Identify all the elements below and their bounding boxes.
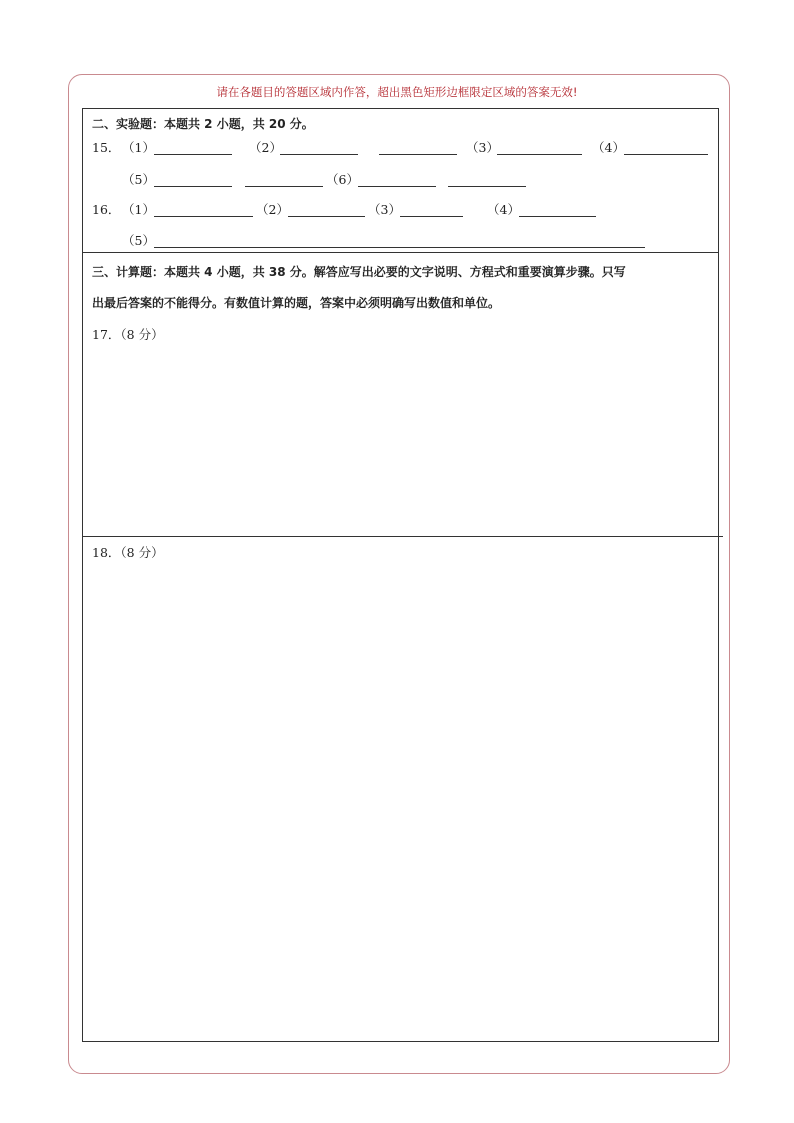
q16-label-5: （5） xyxy=(122,233,155,248)
q16-blank-1[interactable] xyxy=(154,216,253,217)
q18-label: 18．（8 分） xyxy=(92,545,164,560)
answer-area-notice: 请在各题目的答题区域内作答，超出黑色矩形边框限定区域的答案无效! xyxy=(216,85,578,99)
q15-label-1: （1） xyxy=(122,140,155,155)
q15-blank-4[interactable] xyxy=(624,154,708,155)
q17-label: 17．（8 分） xyxy=(92,327,164,342)
q15-label-4: （4） xyxy=(592,140,625,155)
q16-label-1: （1） xyxy=(122,202,155,217)
answer-frame xyxy=(82,108,719,1042)
q15-blank-6b[interactable] xyxy=(448,186,526,187)
section-divider xyxy=(82,252,719,253)
q16-label-3: （3） xyxy=(368,202,401,217)
q15-blank-1[interactable] xyxy=(154,154,232,155)
q15-label-3: （3） xyxy=(466,140,499,155)
q15-blank-6a[interactable] xyxy=(358,186,436,187)
section3-heading-line2: 出最后答案的不能得分。有数值计算的题，答案中必须明确写出数值和单位。 xyxy=(92,296,501,310)
q15-number: 15． xyxy=(92,140,121,155)
q16-blank-2[interactable] xyxy=(288,216,365,217)
q16-label-4: （4） xyxy=(487,202,520,217)
q17-area-divider xyxy=(82,536,723,537)
section3-heading-line1: 三、计算题：本题共 4 小题，共 38 分。解答应写出必要的文字说明、方程式和重要演算步骤。只写 xyxy=(92,265,626,279)
q15-blank-5a[interactable] xyxy=(154,186,232,187)
q15-blank-5b[interactable] xyxy=(245,186,323,187)
q15-label-6: （6） xyxy=(326,172,359,187)
q16-blank-3[interactable] xyxy=(400,216,463,217)
q15-blank-3[interactable] xyxy=(497,154,582,155)
q16-blank-5[interactable] xyxy=(154,247,645,248)
q16-blank-4[interactable] xyxy=(519,216,596,217)
q15-label-2: （2） xyxy=(249,140,282,155)
q16-number: 16． xyxy=(92,202,121,217)
q16-label-2: （2） xyxy=(256,202,289,217)
q15-label-5: （5） xyxy=(122,172,155,187)
q15-blank-2a[interactable] xyxy=(280,154,358,155)
section2-heading: 二、实验题：本题共 2 小题，共 20 分。 xyxy=(92,117,314,131)
q15-blank-2b[interactable] xyxy=(379,154,457,155)
